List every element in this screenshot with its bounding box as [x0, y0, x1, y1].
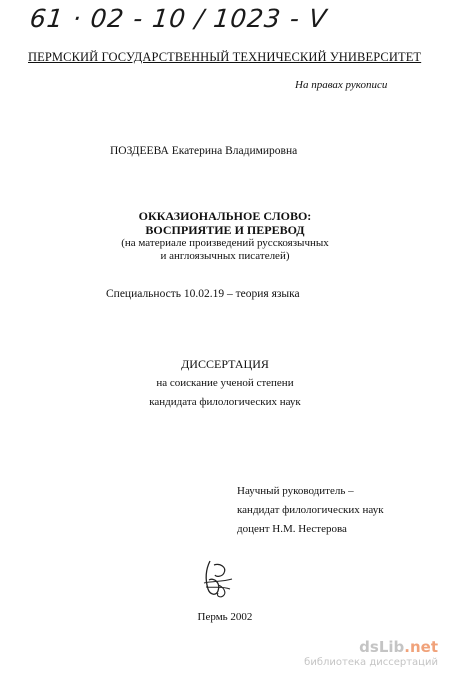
advisor-line-1: Научный руководитель – [237, 485, 354, 497]
thesis-title-line-1: ОККАЗИОНАЛЬНОЕ СЛОВО: [138, 209, 312, 223]
degree-line-1: на соискание ученой степени [156, 377, 294, 389]
signature-icon [196, 555, 238, 599]
advisor-line-3: доцент Н.М. Нестерова [237, 523, 347, 535]
advisor-line-2: кандидат филологических наук [237, 504, 384, 516]
degree-line-2: кандидата филологических наук [149, 396, 301, 408]
author-name: ПОЗДЕЕВА Екатерина Владимировна [110, 145, 298, 157]
university-name: ПЕРМСКИЙ ГОСУДАРСТВЕННЫЙ ТЕХНИЧЕСКИЙ УНИВЕРСИТЕТ [28, 50, 422, 64]
watermark-logo-suffix: .net [404, 638, 438, 656]
handwritten-catalog-code: 61 · 02 - 10 / 1023 - V [28, 4, 329, 33]
thesis-subtitle-line-2: и англоязычных писателей) [160, 250, 290, 262]
watermark-logo-main: dsLib [359, 638, 405, 656]
thesis-title-line-2: ВОСПРИЯТИЕ И ПЕРЕВОД [145, 223, 305, 237]
manuscript-rights-note: На правах рукописи [295, 79, 388, 91]
specialty-line: Специальность 10.02.19 – теория языка [106, 288, 300, 300]
city-year: Пермь 2002 [197, 611, 253, 623]
dissertation-label: ДИССЕРТАЦИЯ [181, 357, 269, 371]
watermark-logo [304, 638, 438, 656]
dslib-watermark [304, 638, 438, 668]
thesis-subtitle-line-1: (на материале произведений русскоязычных [121, 237, 329, 249]
watermark-subtitle: библиотека диссертаций [304, 657, 438, 668]
